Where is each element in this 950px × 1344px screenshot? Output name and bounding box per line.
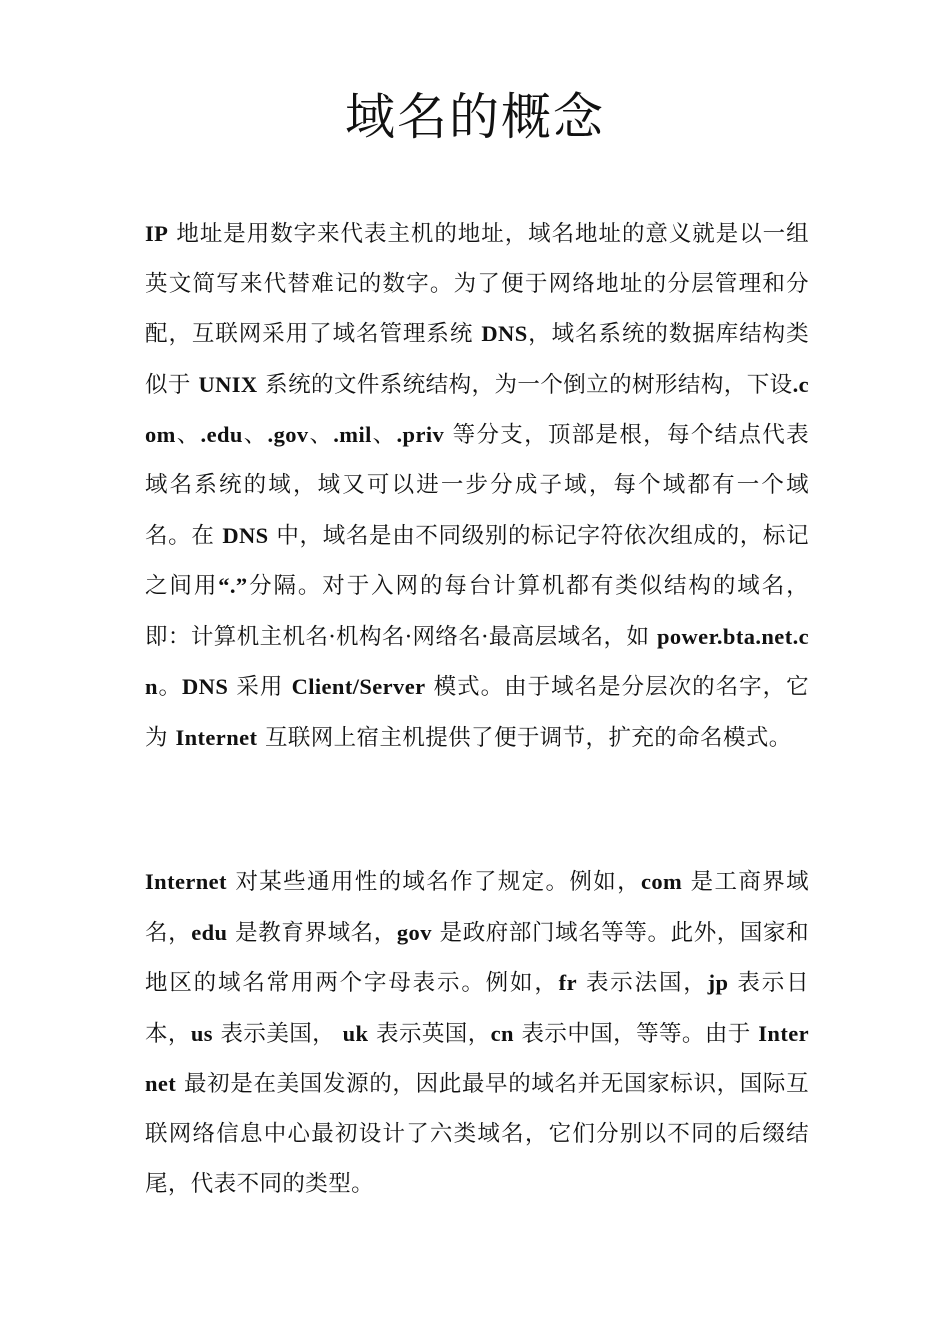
bold-term: IP: [145, 221, 169, 246]
bold-term: .mil: [333, 422, 372, 448]
text-run: 采用: [228, 674, 292, 701]
paragraph-domain-concept: [145, 209, 809, 764]
bold-term: us: [190, 1020, 213, 1046]
text-run: ，域名系统的数据库结构类似于: [145, 321, 809, 398]
bold-term: fr: [558, 970, 577, 996]
bold-term: edu: [191, 919, 228, 945]
text-run: 、: [175, 422, 201, 449]
text-run: 是工商界域名，: [145, 869, 809, 946]
bold-term: DNS: [182, 674, 229, 700]
bold-term: gov: [396, 919, 432, 945]
text-run: 模式。由于域名是分层次的名字，它为: [145, 674, 810, 751]
text-run: 、: [308, 422, 334, 449]
text-run: 表示日本，: [145, 970, 809, 1047]
bold-term: jp: [707, 970, 729, 996]
text-run: 、: [242, 422, 268, 449]
bold-term: Internet: [145, 1020, 809, 1097]
bold-term: com: [640, 869, 683, 894]
document-title: 域名的概念: [345, 88, 605, 146]
bold-term: Internet: [145, 869, 227, 894]
bold-term: .com: [145, 371, 809, 448]
text-run: 地址是用数字来代表主机的地址，域名地址的意义就是以一组英文简写来代替难记的数字。为了便于网络地址的分层管理和分配，互联网采用了域名管理系统: [145, 221, 809, 348]
bold-term: Internet: [175, 724, 258, 750]
bold-term: cn: [490, 1020, 514, 1046]
text-run: 最初是在美国发源的，因此最早的域名并无国家标识，国际互联网络信息中心最初设计了六类域名，它们分别以不同的后缀结尾，代表不同的类型。: [145, 1071, 809, 1197]
text-run: 表示美国，: [212, 1020, 343, 1047]
bold-term: Client/Server: [291, 674, 426, 700]
bold-term: power.bta.net.cn: [145, 623, 809, 700]
bold-term: UNIX: [198, 371, 258, 397]
text-run: 互联网上宿主机提供了便于调节，扩充的命名模式。: [257, 724, 792, 751]
text-run: 等分支，顶部是根，每个结点代表域名系统的域，域又可以进一步分成子域，每个域都有一个域名。在: [145, 422, 810, 549]
bold-term: “.”: [218, 573, 248, 599]
text-run: 分隔。对于入网的每台计算机都有类似结构的域名，即：计算机主机名·机构名·网络名·最高层域名，如: [145, 573, 809, 650]
bold-term: uk: [342, 1020, 369, 1046]
bold-term: DNS: [481, 321, 528, 347]
text-run: 是政府部门域名等等。此外，国家和地区的域名常用两个字母表示。例如，: [145, 919, 809, 997]
text-run: 表示英国，: [368, 1020, 491, 1047]
text-run: 是教育界域名，: [227, 919, 397, 946]
bold-term: .edu: [200, 422, 243, 448]
text-run: 表示法国，: [576, 970, 708, 997]
text-run: 对某些通用性的域名作了规定。例如，: [226, 869, 641, 895]
bold-term: .gov: [267, 422, 309, 448]
text-run: 中，域名是由不同级别的标记字符依次组成的，标记之间用: [145, 522, 809, 600]
text-run: 。: [157, 674, 183, 701]
bold-term: DNS: [222, 522, 269, 548]
text-run: 、: [371, 422, 397, 449]
text-run: 系统的文件系统结构，为一个倒立的树形结构，下设: [257, 371, 793, 398]
paragraph-domain-types: [145, 857, 809, 1209]
text-run: 表示中国，等等。由于: [513, 1020, 759, 1047]
bold-term: .priv: [396, 422, 445, 448]
